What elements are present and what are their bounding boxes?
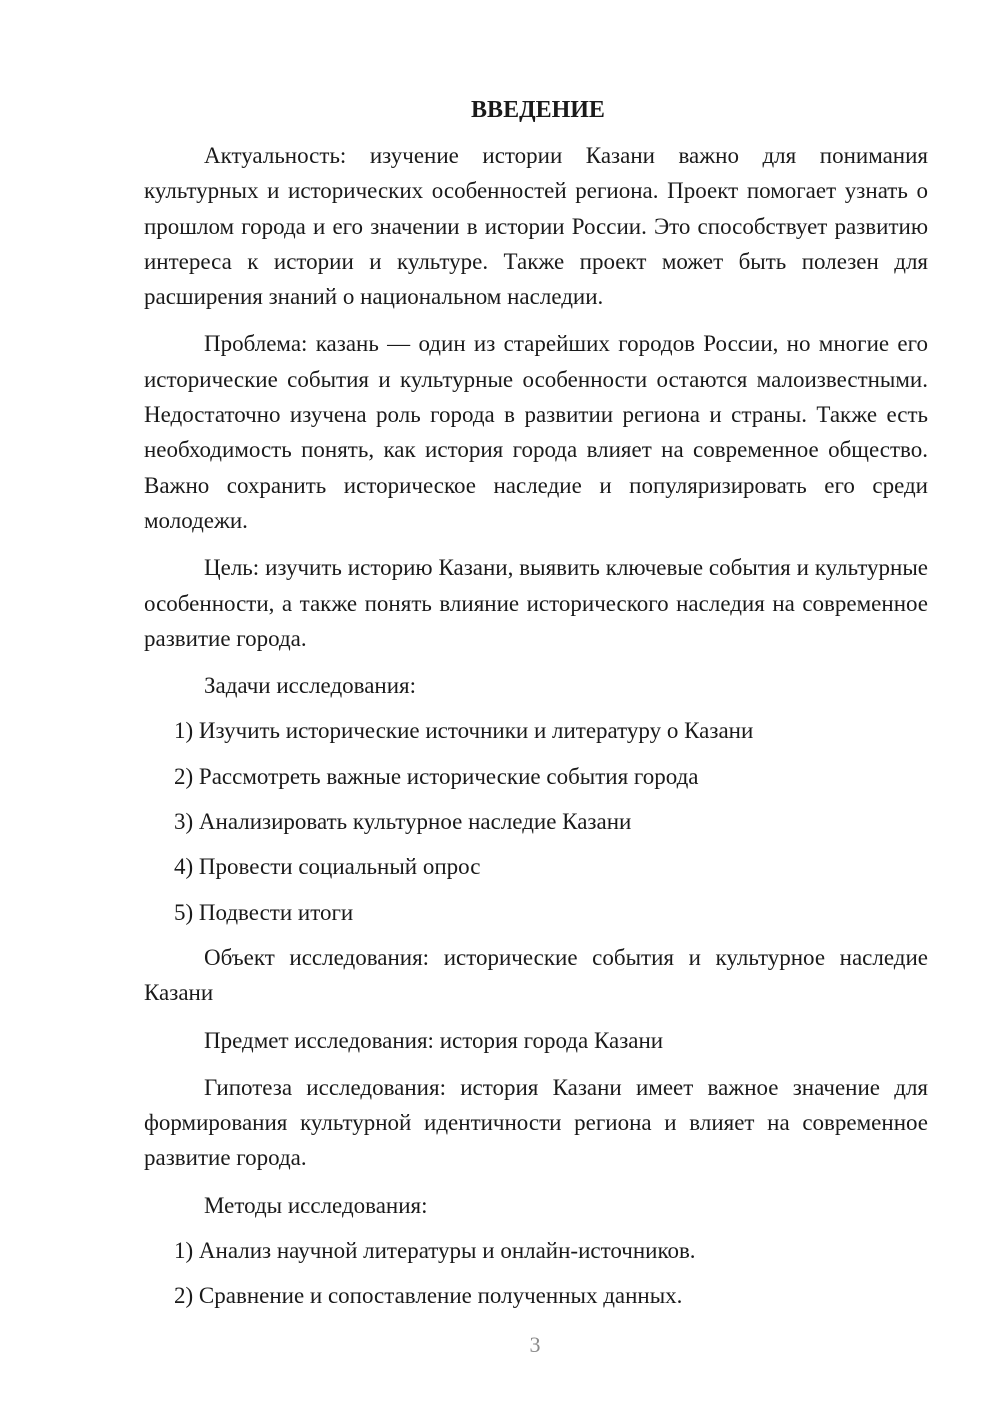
list-item: 5) Подвести итоги bbox=[174, 899, 354, 925]
page-content bbox=[144, 94, 928, 1324]
list-item: 4) Провести социальный опрос bbox=[174, 854, 481, 880]
methods-heading: Методы исследования: bbox=[204, 1192, 428, 1218]
hypothesis-paragraph: Гипотеза исследования: история Казани имеет важное значение для формирования культурной идентичности региона и влияет на современное развитие города. bbox=[144, 1074, 928, 1171]
list-item: 1) Анализ научной литературы и онлайн-источников. bbox=[174, 1238, 696, 1264]
section-title: ВВЕДЕНИЕ bbox=[471, 97, 605, 123]
methods-list bbox=[144, 1233, 928, 1314]
object-paragraph: Объект исследования: исторические события и культурное наследие Казани bbox=[144, 944, 928, 1006]
list-item: 2) Сравнение и сопоставление полученных данных. bbox=[174, 1283, 683, 1309]
tasks-heading: Задачи исследования: bbox=[204, 673, 417, 699]
tasks-list bbox=[144, 713, 928, 929]
goal-paragraph: Цель: изучить историю Казани, выявить ключевые события и культурные особенности, а также понять влияние исторического наследия на современное развитие города. bbox=[144, 555, 928, 651]
relevance-paragraph: Актуальность: изучение истории Казани важно для понимания культурных и исторических особенностей региона. Проект помогает узнать о прошлом города и его значении в истории России. Это способствует развитию интереса к истории и культуре. Также проект может быть полезен для расширения знаний о национальном наследии. bbox=[144, 143, 928, 310]
problem-paragraph: Проблема: казань — один из старейших городов России, но многие его исторические события и культурные особенности остаются малоизвестными. Недостаточно изучена роль города в развитии региона и страны. Также есть необходимость понять, как история города влияет на современное общество. Важно сохранить историческое наследие и популяризировать его среди молодежи. bbox=[144, 331, 928, 533]
page-number: 3 bbox=[529, 1332, 541, 1357]
list-item: 3) Анализировать культурное наследие Казани bbox=[174, 809, 632, 835]
list-item: 1) Изучить исторические источники и литературу о Казани bbox=[174, 718, 754, 744]
list-item: 2) Рассмотреть важные исторические события города bbox=[174, 763, 699, 789]
subject-paragraph: Предмет исследования: история города Казани bbox=[204, 1027, 664, 1053]
